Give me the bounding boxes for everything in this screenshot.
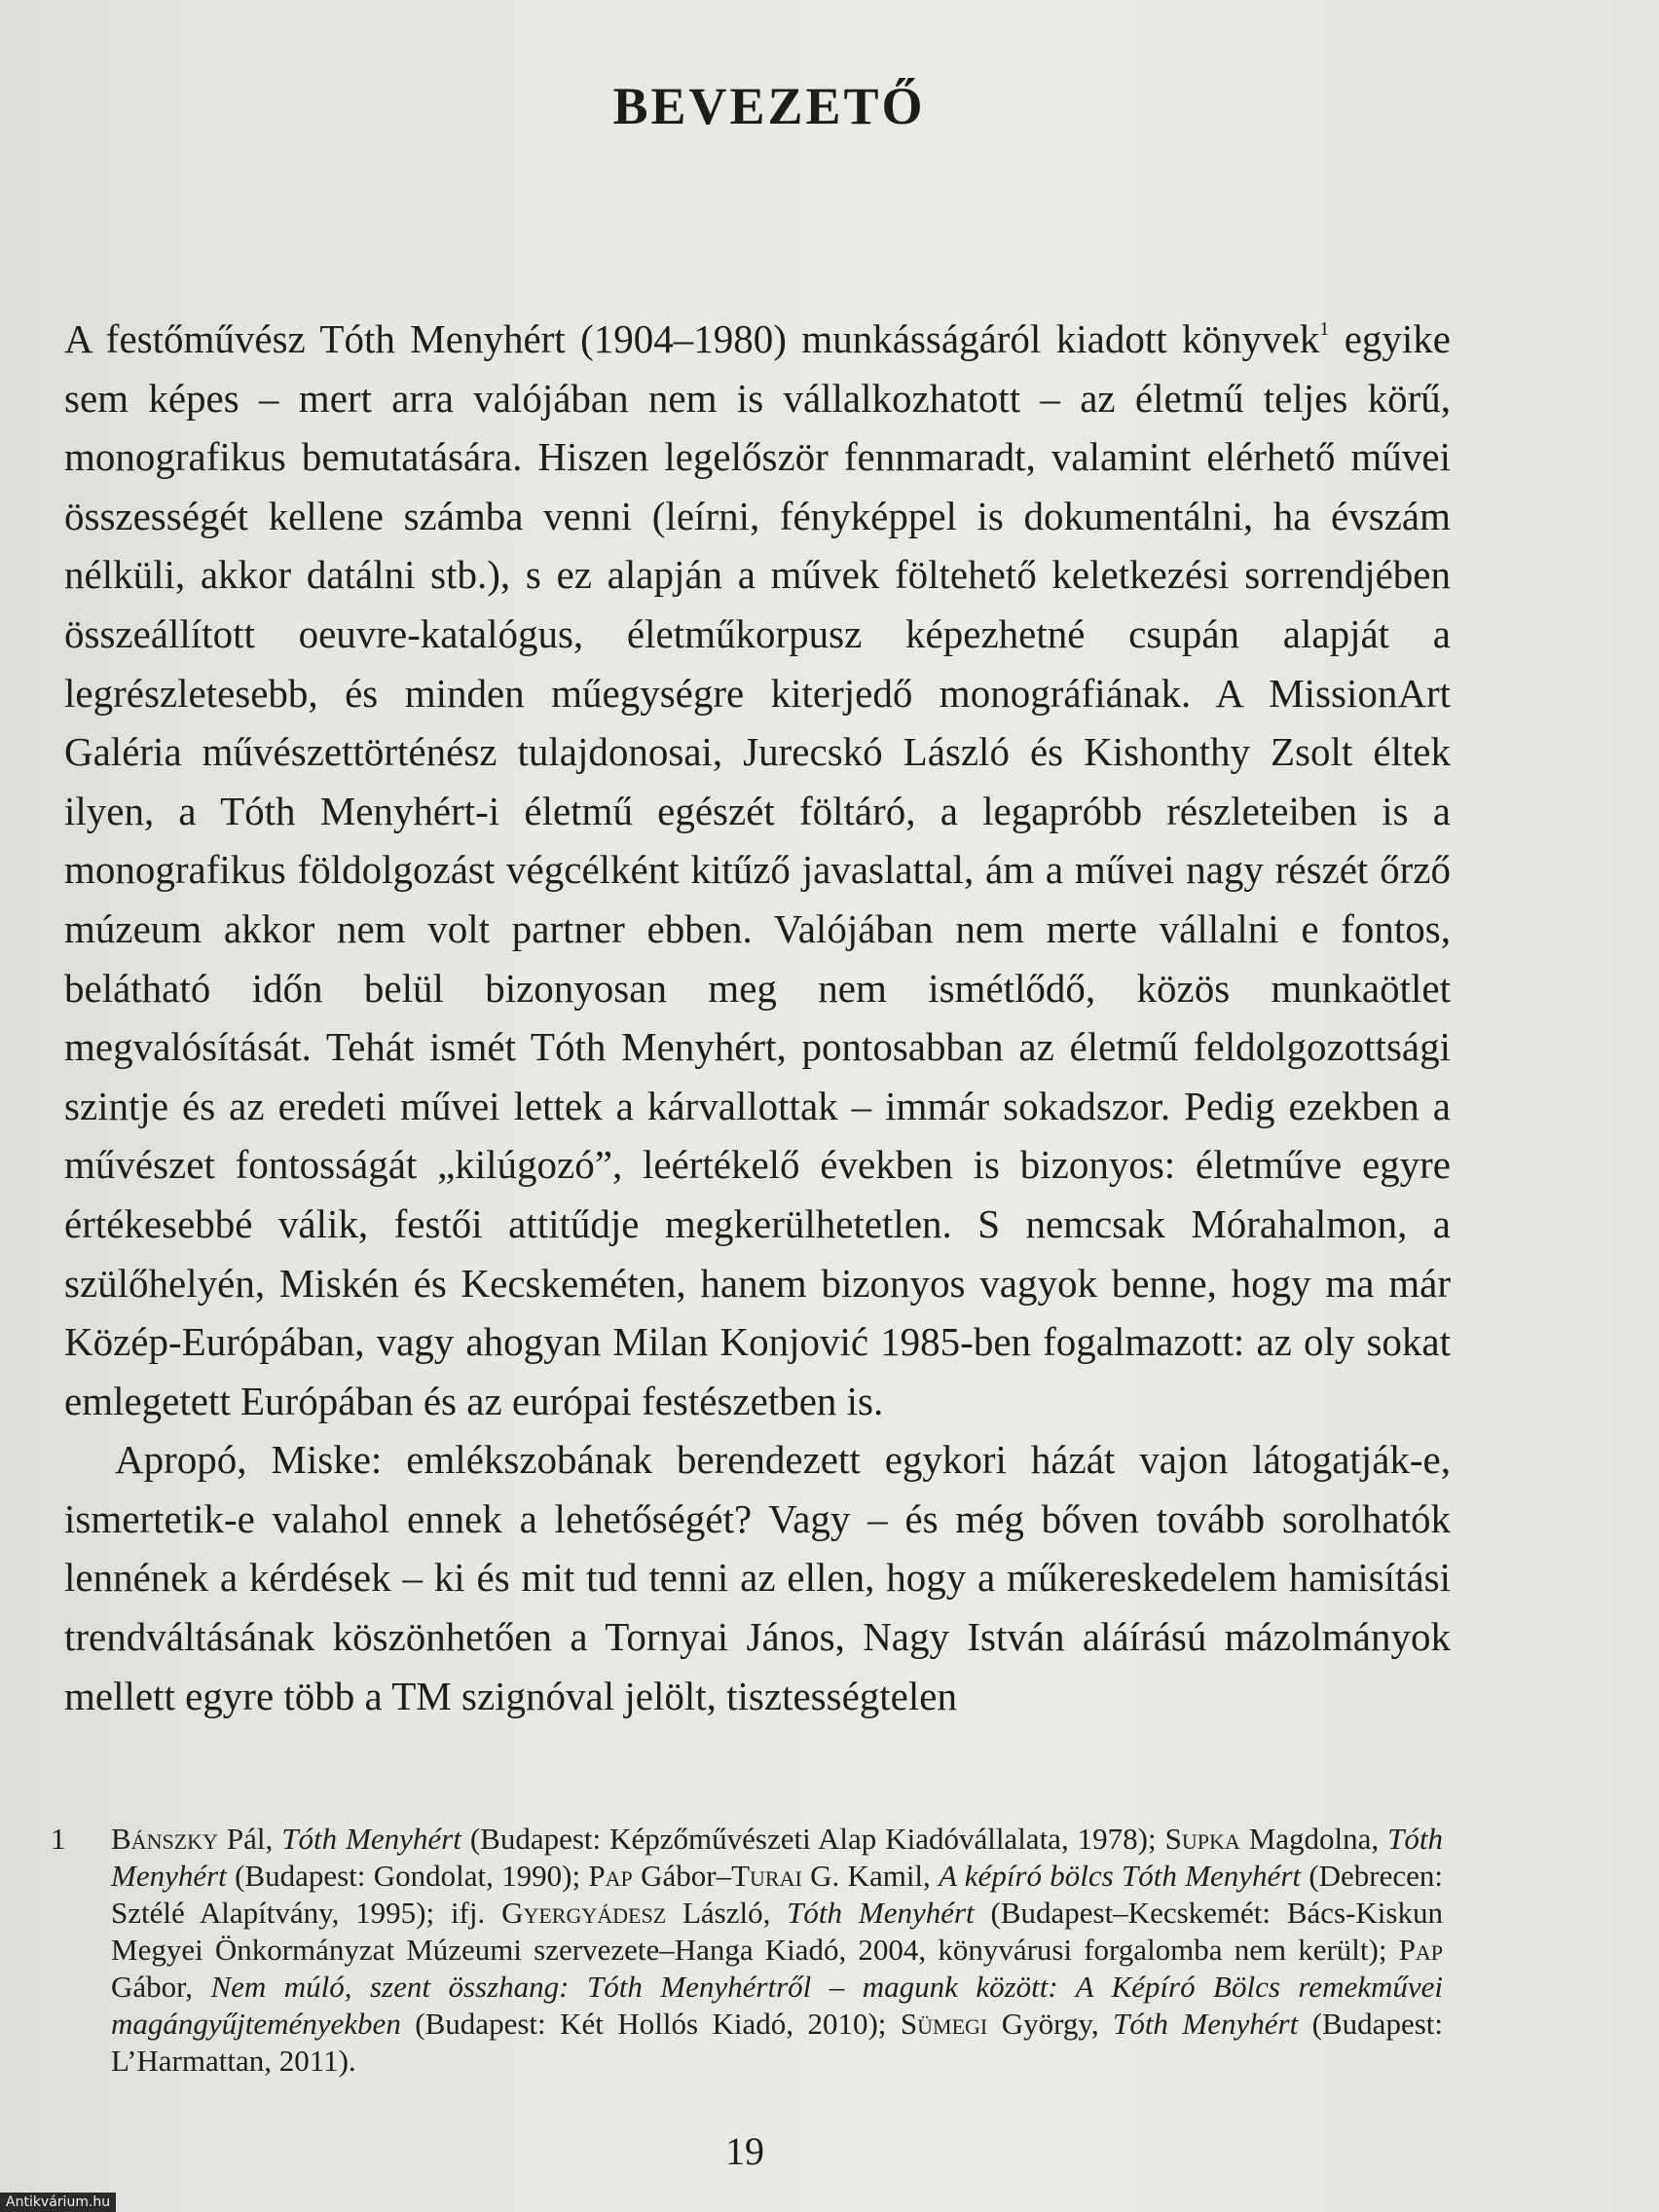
paragraph-1-text-start: A festőművész Tóth Menyhért (1904–1980) munkásságáról kiadott könyvek: [64, 316, 1320, 361]
footnote-publication: (Debrecen: Sztélé Alapítvány, 1995); ifj.: [111, 1859, 1443, 1930]
footnote-number: 1: [51, 1822, 66, 1856]
footnote-author: Bánszky: [111, 1822, 218, 1856]
footnote-author: Pap: [1398, 1933, 1443, 1967]
footnote-publication: (Budapest: Két Hollós Kiadó, 2010);: [400, 2007, 901, 2041]
paragraph-1: [64, 310, 1451, 1430]
footnote-publication: (Budapest: Gondolat, 1990);: [226, 1859, 589, 1893]
footnote-author: Turai: [731, 1859, 802, 1893]
footnote-book-title: A képíró bölcs Tóth Menyhért: [939, 1859, 1301, 1893]
footnote-author: Supka: [1164, 1822, 1240, 1856]
paragraph-1-text-end: egyike sem képes – mert arra valójában nem is vállalkozhatott – az életmű teljes körű, monografikus bemutatására. Hiszen legelőször fennmaradt, valamint elérhető művei összességét kellene számba venni (leírni, fényképpel is dokumentálni, ha évszám nélküli, akkor datálni stb.), s ez alapján a művek föltehető keletkezési sorrendjében összeállított oeuvre-katalógus, életműkorpusz képezhetné csupán alapját a legrészletesebb, és minden műegységre kiterjedő monográfiának. A MissionArt Galéria művészettörténész tulajdonosai, Jurecskó László és Kishonthy Zsolt éltek ilyen, a Tóth Menyhért-i életmű egészét föltáró, a legapróbb részleteiben is a monografikus földolgozást végcélként kitűző javaslattal, ám a művei nagy részét őrző múzeum akkor nem volt partner ebben. Valójában nem merte vállalni e fontos, belátható időn belül bizonyosan meg nem ismétlődő, közös munkaötlet megvalósítását. Tehát ismét Tóth Menyhért, pontosabban az életmű feldolgozottsági szintje és az eredeti művei lettek a kárvallottak – immár sokadszor. Pedig ezekben a művészet fontosságát „kilúgozó”, leértékelő években is bizonyos: életműve egyre értékesebbé válik, festői attitűdje megkerülhetetlen. S nemcsak Mórahalmon, a szülőhelyén, Miskén és Kecskeméten, hanem bizonyos vagyok benne, hogy ma már Közép-Európában, vagy ahogyan Milan Konjović 1985-ben fogalmazott: az oly sokat emlegetett Európában és az európai festészetben is.: [64, 316, 1451, 1423]
footnote-book-title: Tóth Menyhért: [1113, 2007, 1299, 2041]
footnote-text-run: Gábor–: [632, 1859, 732, 1893]
footnote-author: Pap: [588, 1859, 633, 1893]
footnote-text: [111, 1821, 1443, 2080]
footnote-text-run: Pál,: [217, 1822, 282, 1856]
footnote-text-run: Magdolna,: [1239, 1822, 1388, 1856]
paragraph-2: Apropó, Miske: emlékszobának berendezett egykori házát vajon látogatják-e, ismertetik-e valahol ennek a lehetőségét? Vagy – és még bőven tovább sorolhatók lennének a kérdések – ki és mit tud tenni az ellen, hogy a műkereskedelem hamisítási trendváltásának köszönhetően a Tornyai János, Nagy István aláírású mázolmányok mellett egyre több a TM szignóval jelölt, tisztességtelen: [64, 1437, 1451, 1718]
body-text: [64, 310, 1451, 1725]
footnote-book-title: Tóth Menyhért: [281, 1822, 461, 1856]
footnote-text-run: Gábor,: [111, 1970, 211, 2004]
chapter-title: BEVEZETŐ: [612, 77, 926, 135]
page-number: 19: [725, 2129, 764, 2173]
footnote-text-run: György,: [987, 2007, 1114, 2041]
footnote-publication: (Budapest–Kecskemét: Bács-Kiskun Megyei Önkormányzat Múzeumi szervezete–Hanga Kiadó, 2004, könyvárusi forgalomba nem került);: [111, 1896, 1443, 1967]
footnote-book-title: Tóth Menyhért: [787, 1896, 975, 1930]
footnote-reference: 1: [1319, 318, 1330, 340]
footnote: [51, 1821, 1443, 2080]
footnote-text-run: László,: [666, 1896, 788, 1930]
footnote-author: Gyergyádesz: [501, 1896, 667, 1930]
footnote-book-title: Nem múló, szent összhang: Tóth Menyhértről – magunk között: A Képíró Bölcs remekművei magángyűjteményekben: [111, 1970, 1443, 2041]
watermark-label: Antikvárium.hu: [0, 2193, 116, 2212]
footnote-author: Sümegi: [900, 2007, 988, 2041]
footnote-publication: (Budapest: Képzőművészeti Alap Kiadóvállalata, 1978);: [461, 1822, 1165, 1856]
footnote-text-run: G. Kamil,: [801, 1859, 940, 1893]
footnote-book-title: Tóth Menyhért: [111, 1822, 1443, 1893]
footnote-publication: (Budapest: L’Harmattan, 2011).: [111, 2007, 1443, 2078]
